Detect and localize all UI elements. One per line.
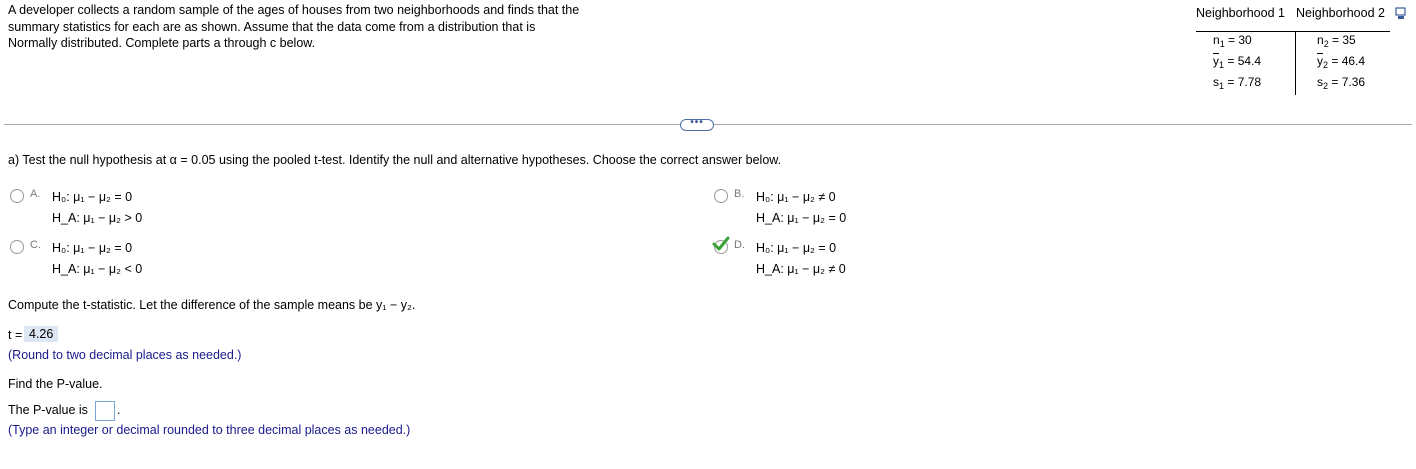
option-letter: C. — [30, 239, 41, 251]
copy-icon[interactable] — [1394, 7, 1408, 21]
alternative-hypothesis: H_A: μ₁ − μ₂ ≠ 0 — [756, 262, 846, 276]
header-neighborhood-2: Neighborhood 2 — [1296, 6, 1385, 20]
null-hypothesis: H₀: μ₁ − μ₂ = 0 — [52, 190, 133, 204]
null-hypothesis: H₀: μ₁ − μ₂ = 0 — [756, 241, 837, 255]
problem-line-1: A developer collects a random sample of the ages of houses from two neighborhoods and finds that the — [8, 3, 580, 17]
option-letter: D. — [734, 239, 745, 251]
t-answer-field[interactable]: 4.26 — [24, 326, 58, 342]
table-column-divider — [1295, 31, 1296, 95]
null-hypothesis: H₀: μ₁ − μ₂ ≠ 0 — [756, 190, 836, 204]
summary-statistics-table — [1186, 6, 1396, 101]
question-a: a) Test the null hypothesis at α = 0.05 using the pooled t-test. Identify the null and alternative hypotheses. Choose the correct answer below. — [8, 153, 782, 167]
alternative-hypothesis: H_A: μ₁ − μ₂ < 0 — [52, 262, 143, 276]
s1-cell: $s_1 = 7.78$ — [1213, 75, 1262, 91]
n2-cell: $n_2 = 35$ — [1317, 33, 1356, 49]
radio-button[interactable] — [714, 189, 728, 203]
option-letter: B. — [734, 188, 745, 200]
ybar1-cell: $\overline{y}_1 = 54.4$ — [1213, 54, 1262, 70]
null-hypothesis: H₀: μ₁ − μ₂ = 0 — [52, 241, 133, 255]
p-value-input[interactable] — [95, 401, 115, 421]
t-label: t = — [8, 328, 23, 342]
option-letter: A. — [30, 188, 41, 200]
checkmark-icon — [712, 236, 730, 252]
p-rounding-hint: (Type an integer or decimal rounded to three decimal places as needed.) — [8, 423, 411, 437]
header-neighborhood-1: Neighborhood 1 — [1196, 6, 1285, 20]
radio-button[interactable] — [10, 189, 24, 203]
p-value-period: . — [117, 403, 121, 417]
p-value-label: The P-value is — [8, 403, 88, 417]
alternative-hypothesis: H_A: μ₁ − μ₂ = 0 — [756, 211, 847, 225]
table-header-rule — [1196, 31, 1390, 32]
n1-cell: $n_1 = 30$ — [1213, 33, 1252, 49]
radio-button[interactable] — [10, 240, 24, 254]
t-rounding-hint: (Round to two decimal places as needed.) — [8, 348, 242, 362]
s2-cell: $s_2 = 7.36$ — [1317, 75, 1366, 91]
ybar2-cell: $\overline{y}_2 = 46.4$ — [1317, 54, 1366, 70]
more-options-button[interactable] — [680, 119, 714, 131]
p-value-row — [8, 403, 121, 417]
problem-line-3: Normally distributed. Complete parts a through c below. — [8, 36, 316, 50]
compute-t-instruction: Compute the t-statistic. Let the difference of the sample means be y₁ − y₂. — [8, 298, 416, 312]
problem-line-2: summary statistics for each are as shown. Assume that the data come from a distribution that is — [8, 19, 536, 34]
ellipsis-icon: ••• — [690, 117, 704, 128]
find-p-instruction: Find the P-value. — [8, 377, 103, 391]
problem-statement — [8, 2, 628, 52]
alternative-hypothesis: H_A: μ₁ − μ₂ > 0 — [52, 211, 143, 225]
